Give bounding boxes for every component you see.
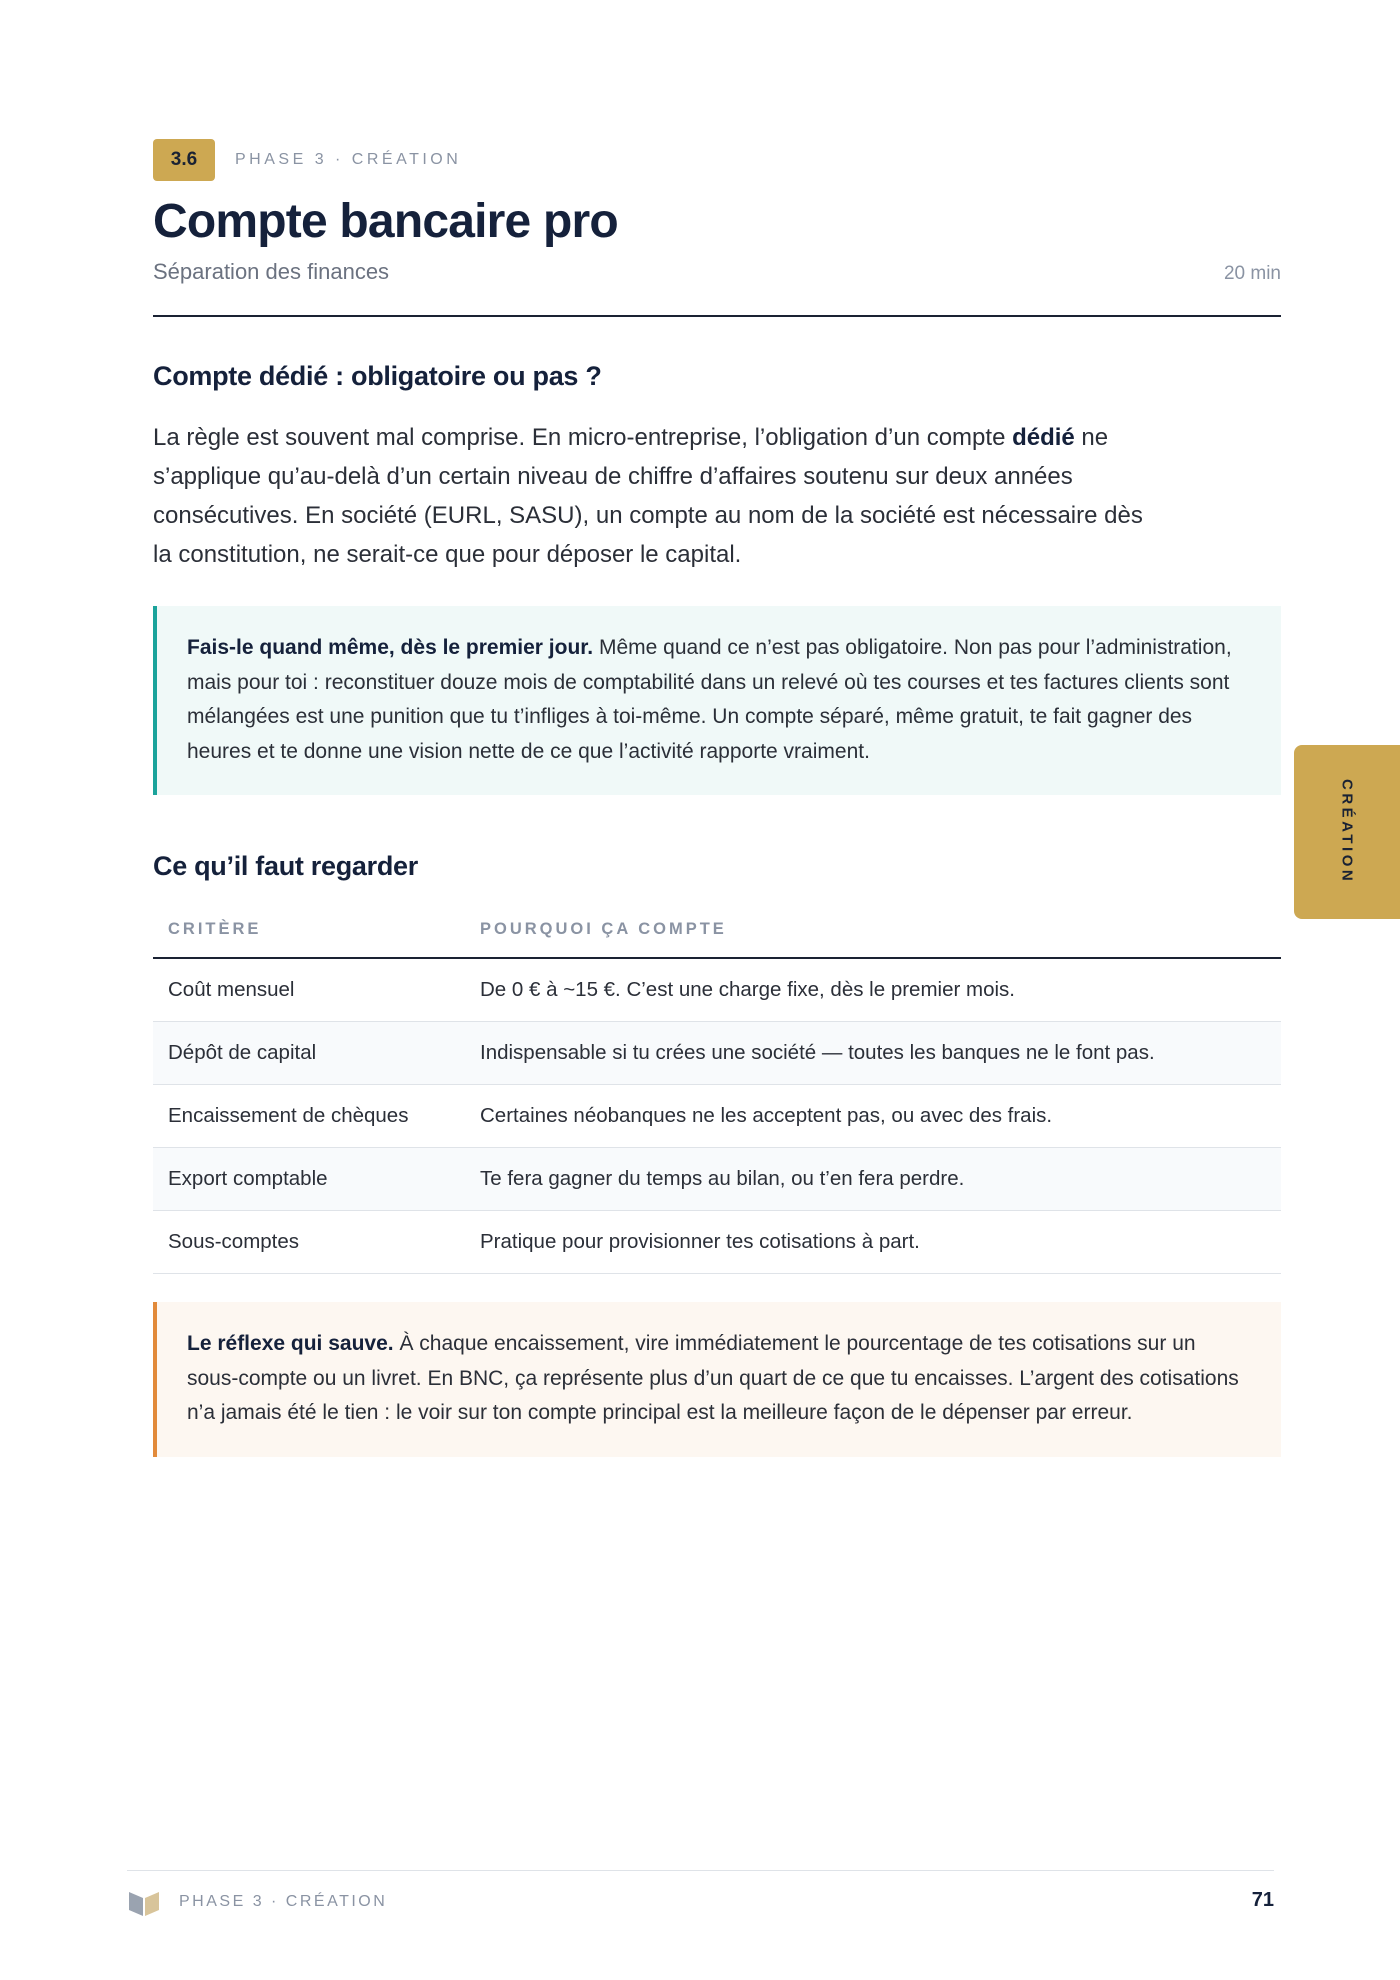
table-row [153, 958, 1281, 1022]
criteria-table [153, 920, 1281, 1274]
intro-text-a: La règle est souvent mal comprise. En micro-entreprise, l’obligation d’un compte [153, 424, 1013, 451]
intro-paragraph [153, 418, 1143, 574]
table-header-row [153, 920, 1281, 958]
page-content [153, 139, 1281, 1457]
phase-eyebrow: PHASE 3 · CRÉATION [235, 151, 462, 168]
page-title: Compte bancaire pro [153, 195, 618, 248]
page-subtitle: Séparation des finances [153, 259, 390, 284]
reason-cell: Te fera gagner du temps au bilan, ou t’en fera perdre. [465, 1148, 1281, 1211]
section-number-badge: 3.6 [153, 139, 215, 181]
section-heading-obligation: Compte dédié : obligatoire ou pas ? [153, 361, 602, 391]
table-row [153, 1211, 1281, 1274]
tip-callout-title: Fais-le quand même, dès le premier jour. [187, 636, 594, 659]
chapter-side-tab[interactable] [1294, 745, 1400, 919]
tip-callout-text: Même quand ce n’est pas obligatoire. Non pas pour l’administration, mais pour toi : reconstituer douze mois de comptabilité dans un relevé où tes courses et tes factures clients sont mélangées est une punition que tu t’infliges à toi-même. Un compte séparé, même gratuit, te fait gagner des heures et te donne une vision nette de ce que l’activité rapporte vraiment. [187, 636, 1232, 763]
reason-cell: Pratique pour provisionner tes cotisations à part. [465, 1211, 1281, 1274]
column-header-criterion: CRITÈRE [153, 920, 465, 958]
section-header [153, 139, 1281, 181]
reason-cell: De 0 € à ~15 €. C’est une charge fixe, dès le premier mois. [465, 958, 1281, 1022]
chapter-side-tab-label: CRÉATION [1338, 779, 1356, 885]
criterion-cell: Coût mensuel [153, 958, 465, 1022]
warning-callout-text: À chaque encaissement, vire immédiatement le pourcentage de tes cotisations sur un sous-compte ou un livret. En BNC, ça représente plus d’un quart de ce que tu encaisses. L’argent des cotisations n’a jamais été le tien : le voir sur ton compte principal est la meilleure façon de le dépenser par erreur. [187, 1332, 1239, 1424]
intro-text-b: ne s’applique qu’au-delà d’un certain niveau de chiffre d’affaires soutenu sur deux années consécutives. En société (EURL, SASU), un compte au nom de la société est nécessaire dès la constitution, ne serait-ce que pour déposer le capital. [153, 424, 1143, 568]
intro-text-bold: dédié [1012, 424, 1075, 451]
criterion-cell: Dépôt de capital [153, 1022, 465, 1085]
subtitle-row [153, 259, 1281, 317]
section-heading-criteria: Ce qu’il faut regarder [153, 851, 418, 881]
table-row [153, 1022, 1281, 1085]
table-row [153, 1148, 1281, 1211]
warning-callout [153, 1302, 1281, 1457]
tip-callout [153, 606, 1281, 795]
warning-callout-title: Le réflexe qui sauve. [187, 1332, 394, 1355]
reason-cell: Certaines néobanques ne les acceptent pas, ou avec des frais. [465, 1085, 1281, 1148]
criterion-cell: Export comptable [153, 1148, 465, 1211]
criterion-cell: Encaissement de chèques [153, 1085, 465, 1148]
table-row [153, 1085, 1281, 1148]
criterion-cell: Sous-comptes [153, 1211, 465, 1274]
reading-duration: 20 min [1223, 263, 1281, 284]
footer-phase-label: PHASE 3 · CRÉATION [179, 1893, 388, 1910]
brand-logo-icon [127, 1888, 161, 1923]
column-header-reason: POURQUOI ÇA COMPTE [465, 920, 1281, 958]
page-number: 71 [1251, 1889, 1274, 1911]
footer-divider [127, 1870, 1274, 1871]
reason-cell: Indispensable si tu crées une société — toutes les banques ne le font pas. [465, 1022, 1281, 1085]
